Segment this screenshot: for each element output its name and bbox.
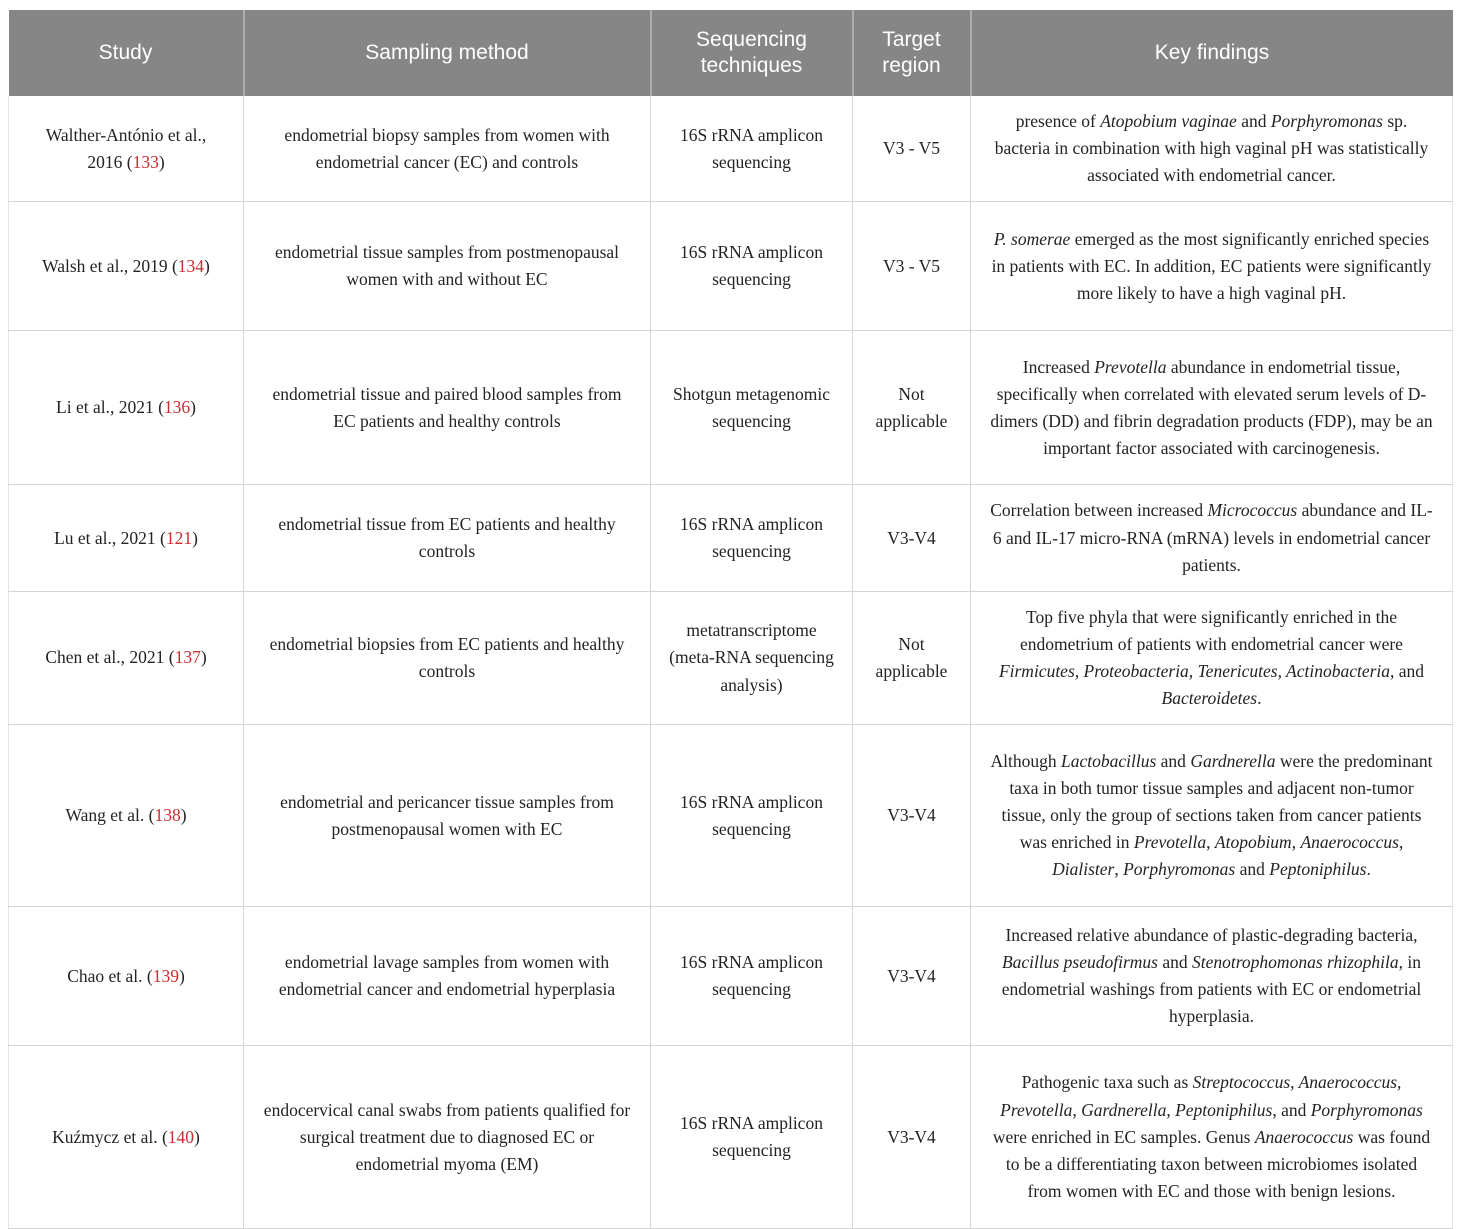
citation-link[interactable]: 139 xyxy=(152,965,179,986)
study-cell: Kuźmycz et al. (140) xyxy=(9,1046,244,1229)
key-findings-cell: P. somerae emerged as the most significantly enriched species in patients with EC. In addition, EC patients were significantly more likely to have a high vaginal pH. xyxy=(971,202,1453,331)
target-region-cell: V3-V4 xyxy=(853,485,971,591)
table-row xyxy=(9,485,1453,591)
study-cell: Walther-António et al., 2016 (133) xyxy=(9,96,244,202)
sequencing-technique-cell: 16S rRNA amplicon sequencing xyxy=(651,202,853,331)
sampling-method-cell: endometrial tissue from EC patients and healthy controls xyxy=(244,485,651,591)
study-cell: Chen et al., 2021 (137) xyxy=(9,591,244,725)
taxon-name: Firmicutes, Proteobacteria, Tenericutes, Actinobacteria xyxy=(998,661,1391,681)
header-study: Study xyxy=(9,10,244,96)
study-cell: Walsh et al., 2019 (134) xyxy=(9,202,244,331)
header-target-region: Target region xyxy=(853,10,971,96)
table-header xyxy=(9,10,1453,96)
study-cell: Lu et al., 2021 (121) xyxy=(9,485,244,591)
citation-link[interactable]: 134 xyxy=(177,255,205,276)
sequencing-technique-cell: 16S rRNA amplicon sequencing xyxy=(651,485,853,591)
target-region-cell: V3-V4 xyxy=(853,725,971,907)
header-sampling-method: Sampling method xyxy=(244,10,651,96)
taxon-name: Porphyromonas xyxy=(1310,1099,1423,1120)
taxon-name: Dialister xyxy=(1052,859,1115,880)
taxon-name: Prevotella xyxy=(1133,832,1207,853)
sampling-method-cell: endometrial lavage samples from women with endometrial cancer and endometrial hyperplasia xyxy=(244,907,651,1046)
sampling-method-cell: endometrial tissue and paired blood samples from EC patients and healthy controls xyxy=(244,331,651,485)
citation-link[interactable]: 137 xyxy=(174,647,201,668)
table-row xyxy=(9,725,1453,907)
citation-link[interactable]: 136 xyxy=(163,397,191,418)
sampling-method-cell: endometrial and pericancer tissue samples from postmenopausal women with EC xyxy=(244,725,651,907)
citation-link[interactable]: 133 xyxy=(132,151,159,172)
sequencing-technique-cell: 16S rRNA amplicon sequencing xyxy=(651,96,853,202)
table-body xyxy=(9,96,1453,1229)
key-findings-cell: Correlation between increased Micrococcus abundance and IL-6 and IL-17 micro-RNA (mRNA) levels in endometrial cancer patients. xyxy=(971,485,1453,591)
sequencing-technique-cell: metatranscriptome (meta-RNA sequencing analysis) xyxy=(651,591,853,725)
taxon-name: Anaerococcus xyxy=(1254,1126,1354,1147)
taxon-name: Stenotrophomonas rhizophila xyxy=(1192,952,1399,973)
sequencing-technique-cell: 16S rRNA amplicon sequencing xyxy=(651,907,853,1046)
study-cell: Li et al., 2021 (136) xyxy=(9,331,244,485)
key-findings-cell: presence of Atopobium vaginae and Porphyromonas sp. bacteria in combination with high vaginal pH was statistically associated with endometrial cancer. xyxy=(971,96,1453,202)
taxon-name: Prevotella xyxy=(1094,356,1167,377)
citation-link[interactable]: 121 xyxy=(165,527,193,548)
key-findings-cell: Increased Prevotella abundance in endometrial tissue, specifically when correlated with elevated serum levels of D-dimers (DD) and fibrin degradation products (FDP), may be an important factor associated with carcinogenesis. xyxy=(971,331,1453,485)
sequencing-technique-cell: 16S rRNA amplicon sequencing xyxy=(651,1046,853,1229)
taxon-name: Porphyromonas xyxy=(1123,859,1236,880)
table-row xyxy=(9,1046,1453,1229)
sequencing-technique-cell: Shotgun metagenomic sequencing xyxy=(651,331,853,485)
table-row xyxy=(9,96,1453,202)
header-key-findings: Key findings xyxy=(971,10,1453,96)
studies-table xyxy=(8,10,1453,1229)
citation-link[interactable]: 138 xyxy=(154,805,181,826)
study-cell: Chao et al. (139) xyxy=(9,907,244,1046)
taxon-name: Streptococcus, Anaerococcus, Prevotella, Gardnerella, Peptoniphilus xyxy=(1000,1072,1402,1120)
target-region-cell: V3 - V5 xyxy=(853,202,971,331)
taxon-name: Atopobium vaginae xyxy=(1100,111,1237,131)
taxon-name: Atopobium xyxy=(1214,832,1292,853)
taxon-name: Lactobacillus xyxy=(1061,750,1157,771)
taxon-name: Porphyromonas xyxy=(1270,111,1383,131)
key-findings-cell: Increased relative abundance of plastic-degrading bacteria, Bacillus pseudofirmus and Stenotrophomonas rhizophila, in endometrial washings from patients with EC or endometrial hyperplasia. xyxy=(971,907,1453,1046)
taxon-name: Peptoniphilus xyxy=(1269,859,1367,880)
target-region-cell: V3 - V5 xyxy=(853,96,971,202)
taxon-name: Micrococcus xyxy=(1207,500,1298,521)
sampling-method-cell: endometrial tissue samples from postmenopausal women with and without EC xyxy=(244,202,651,331)
table-row xyxy=(9,907,1453,1046)
citation-link[interactable]: 140 xyxy=(167,1126,195,1147)
study-cell: Wang et al. (138) xyxy=(9,725,244,907)
taxon-name: Bacteroidetes xyxy=(1161,688,1258,709)
key-findings-cell: Although Lactobacillus and Gardnerella were the predominant taxa in both tumor tissue samples and adjacent non-tumor tissue, only the group of sections taken from cancer patients was enriched in Prevotella, Atopobium, Anaerococcus, Dialister, Porphyromonas and Peptoniphilus. xyxy=(971,725,1453,907)
header-sequencing-techniques: Sequencing techniques xyxy=(651,10,853,96)
sampling-method-cell: endometrial biopsies from EC patients and healthy controls xyxy=(244,591,651,725)
taxon-name: Anaerococcus xyxy=(1300,832,1399,853)
sampling-method-cell: endocervical canal swabs from patients qualified for surgical treatment due to diagnosed EC or endometrial myoma (EM) xyxy=(244,1046,651,1229)
sampling-method-cell: endometrial biopsy samples from women with endometrial cancer (EC) and controls xyxy=(244,96,651,202)
target-region-cell: Not applicable xyxy=(853,591,971,725)
taxon-name: Bacillus pseudofirmus xyxy=(1001,952,1158,973)
table-row xyxy=(9,331,1453,485)
key-findings-cell: Top five phyla that were significantly enriched in the endometrium of patients with endometrial cancer were Firmicutes, Proteobacteria, Tenericutes, Actinobacteria, and Bacteroidetes. xyxy=(971,591,1453,725)
sequencing-technique-cell: 16S rRNA amplicon sequencing xyxy=(651,725,853,907)
target-region-cell: V3-V4 xyxy=(853,1046,971,1229)
taxon-name: Gardnerella xyxy=(1190,750,1276,771)
key-findings-cell: Pathogenic taxa such as Streptococcus, Anaerococcus, Prevotella, Gardnerella, Peptoniphilus, and Porphyromonas were enriched in EC samples. Genus Anaerococcus was found to be a differentiating taxon between microbiomes isolated from women with EC and those with benign lesions. xyxy=(971,1046,1453,1229)
target-region-cell: Not applicable xyxy=(853,331,971,485)
taxon-name: P. somerae xyxy=(993,228,1071,249)
target-region-cell: V3-V4 xyxy=(853,907,971,1046)
table-row xyxy=(9,202,1453,331)
table-row xyxy=(9,591,1453,725)
